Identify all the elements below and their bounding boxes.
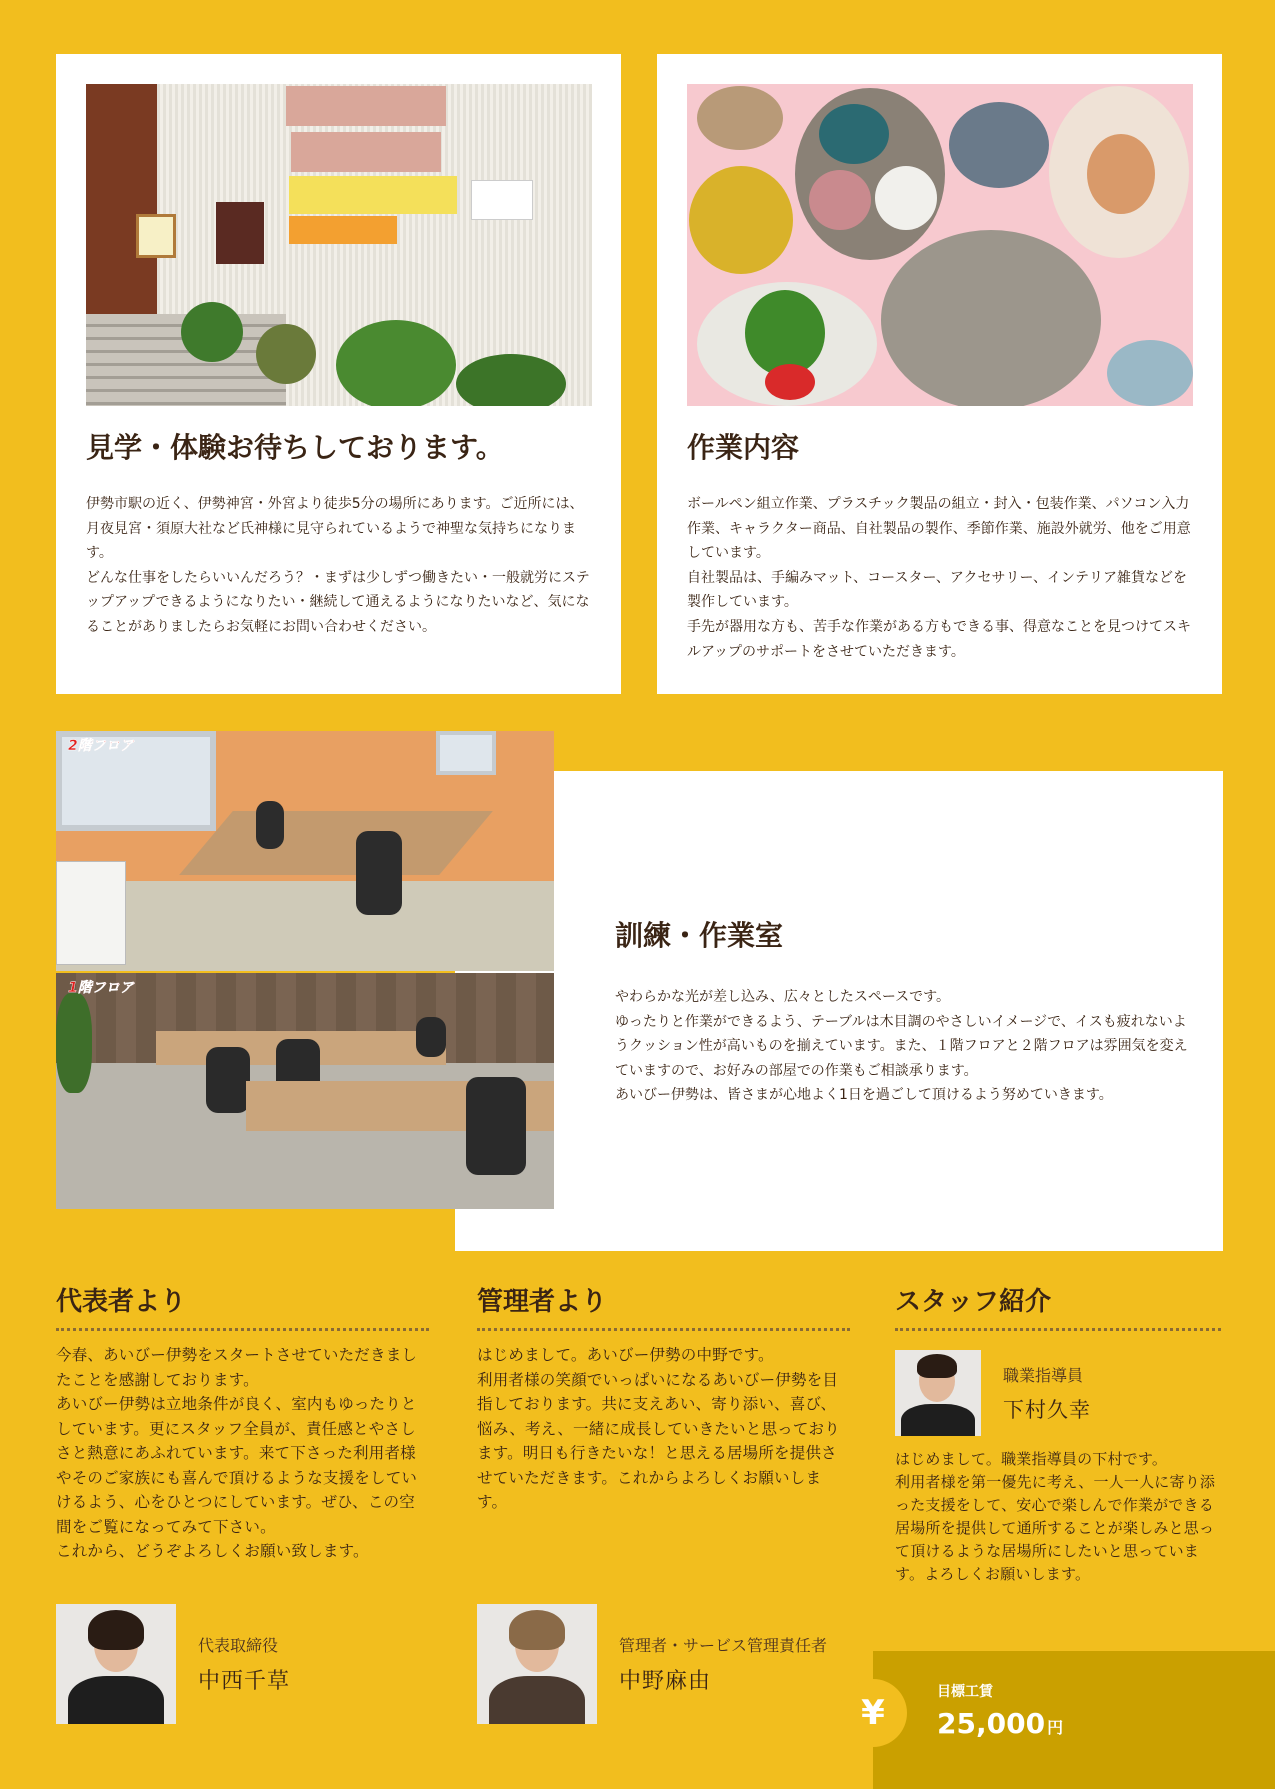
representative-message: 今春、あいびー伊勢をスタートさせていただきましたことを感謝しております。 あいびー伊勢は立地条件が良く、室内もゆったりとしています。更にスタッフ全員が、責任感とやさしさと熱意にあふれています。来て下さった利用者様やそのご家族にも喜んで頂けるような支援をしていけるよう、心をひとつにしています。ぜひ、この空間をご覧になってみて下さい。 これから、どうぞよろしくお願い致します。 [56, 1346, 418, 1560]
representative-section [56, 1281, 429, 1564]
room-body: やわらかな光が差し込み、広々としたスペースです。 ゆったりと作業ができるよう、テーブルは木目調のやさしいイメージで、イスも疲れないようクッション性が高いものを揃えています。また、１階フロアと２階フロアは雰囲気を変えていますので、お好みの部屋での作業もご相談承ります。 あいびー伊勢は、皆さまが心地よく1日を過ごして頂けるよう努めていきます。 [615, 989, 1188, 1104]
room-label-1f: 1階フロア [68, 980, 134, 996]
representative-heading: 代表者より [56, 1281, 429, 1331]
manager-heading: 管理者より [477, 1281, 850, 1331]
wage-value-row [937, 1707, 1063, 1740]
staff-profile [895, 1350, 1091, 1436]
visit-card [56, 54, 621, 694]
room-card [455, 771, 1223, 1251]
room-photo-1f [56, 973, 554, 1209]
room-photo-2f [56, 731, 554, 971]
representative-name: 中西千草 [198, 1669, 291, 1694]
yen-icon: ¥ [839, 1679, 907, 1747]
manager-profile [477, 1604, 827, 1724]
representative-profile [56, 1604, 290, 1724]
room-title: 訓練・作業室 [615, 919, 784, 952]
work-card [657, 54, 1222, 694]
avatar [477, 1604, 597, 1724]
wage-unit: 円 [1047, 1718, 1064, 1737]
work-title: 作業内容 [687, 431, 800, 464]
room-label-2f: 2階フロア [68, 738, 134, 754]
manager-section [477, 1281, 850, 1515]
staff-heading: スタッフ紹介 [895, 1281, 1221, 1331]
visit-title: 見学・体験お待ちしております。 [86, 431, 504, 464]
staff-name: 下村久幸 [1003, 1397, 1091, 1422]
wage-label: 目標工賃 [937, 1684, 993, 1700]
manager-role: 管理者・サービス管理責任者 [619, 1636, 828, 1655]
wage-value: 25,000 [937, 1707, 1046, 1740]
manager-name: 中野麻由 [619, 1669, 712, 1694]
representative-role: 代表取締役 [198, 1636, 279, 1655]
products-collage-photo [687, 84, 1193, 406]
staff-message: はじめまして。職業指導員の下村です。 利用者様を第一優先に考え、一人一人に寄り添った支援をして、安心で楽しんで作業ができる居場所を提供して通所することが楽しみと思って頂けるような居場所にしたいと思っています。よろしくお願いします。 [895, 1450, 1216, 1583]
entrance-photo [86, 84, 592, 406]
avatar [56, 1604, 176, 1724]
staff-role: 職業指導員 [1003, 1365, 1084, 1385]
visit-body: 伊勢市駅の近く、伊勢神宮・外宮より徒歩5分の場所にあります。ご近所には、月夜見宮・須原大社など氏神様に見守られているようで神聖な気持ちになります。 どんな仕事をしたらいいんだろう？・まずは少しずつ働きたい・一般就労にステップアップできるようになりたい・継続して通えるようになりたいなど、気になることがありましたらお気軽にお問い合わせください。 [86, 496, 590, 635]
avatar [895, 1350, 981, 1436]
manager-message: はじめまして。あいびー伊勢の中野です。 利用者様の笑顔でいっぱいになるあいびー伊勢を目指しております。共に支えあい、寄り添い、喜び、悩み、考え、一緒に成長していきたいと思っております。明日も行きたいな！と思える居場所を提供させていただきます。これからよろしくお願いします。 [477, 1346, 840, 1511]
work-body: ボールペン組立作業、プラスチック製品の組立・封入・包装作業、パソコン入力作業、キャラクター商品、自社製品の製作、季節作業、施設外就労、他をご用意しています。 自社製品は、手編みマット、コースター、アクセサリー、インテリア雑貨などを製作しています。 手先が器用な方も、苦手な作業がある方もできる事、得意なことを見つけてスキルアップのサポートをさせていただきます。 [687, 496, 1191, 660]
target-wage-box [861, 1651, 1275, 1789]
